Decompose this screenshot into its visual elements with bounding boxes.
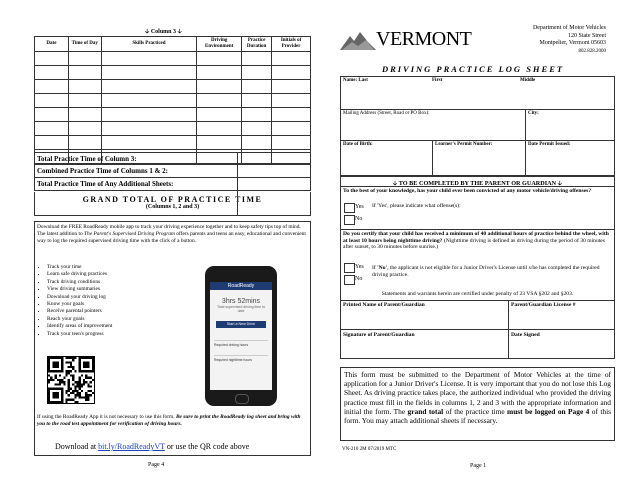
log-cell[interactable] [35,122,69,136]
log-cell[interactable] [242,52,272,66]
arrow-down-icon: 🡣 [557,180,563,187]
certify-no-note: If 'No', the applicant is not eligible for a Junior Driver's License until s/he has completed the required driving practice. [372,265,600,278]
divider [525,140,526,176]
col-header-skills: Skills Practiced [101,37,197,52]
form-title: DRIVING PRACTICE LOG SHEET [381,64,565,74]
certify-no-label: No [355,276,363,282]
totals-divider [237,152,238,192]
log-cell[interactable] [272,122,311,136]
grand-divider [237,192,238,216]
download-line: Download at bit.ly/RoadReadyVT or use the QR code above [55,442,250,451]
log-cell[interactable] [68,94,101,108]
log-cell[interactable] [35,136,69,150]
dept-name: Department of Motor Vehicles [532,25,606,31]
feature-item: • View driving summaries [47,286,197,293]
log-cell[interactable] [197,122,242,136]
log-cell[interactable] [101,94,197,108]
log-cell[interactable] [197,66,242,80]
grand-total-title: GRAND TOTAL OF PRACTICE TIME [82,195,263,204]
offense-yes-label: Yes [355,204,364,210]
arrow-down-icon: 🡣 [392,180,398,187]
home-button [235,394,249,404]
log-cell[interactable] [272,136,311,150]
printed-name-field[interactable] [345,310,505,328]
col-header-time-of-day: Time of Day [68,37,101,52]
log-cell[interactable] [35,108,69,122]
total-col3: Total Practice Time of Column 3: [34,152,311,165]
log-cell[interactable] [68,52,101,66]
col-header-environment: Driving Environment [197,37,242,52]
table-row [35,80,311,94]
guardian-banner: 🡣 TO BE COMPLETED BY THE PARENT OR GUARDIAN 🡣 [392,180,563,187]
col-header-initials: Initials of Provider [272,37,311,52]
log-cell[interactable] [242,108,272,122]
offense-yes-note: If 'Yes', please indicate what offense(s): [372,203,461,209]
mailing-label: Mailing Address (Street, Road or PO Box): [343,111,430,116]
certify-no-checkbox[interactable] [344,275,355,285]
feature-item: • Track your time [47,264,197,271]
log-cell[interactable] [242,66,272,80]
log-cell[interactable] [101,66,197,80]
license-number-field[interactable] [511,310,611,328]
feature-item: • Download your driving log [47,294,197,301]
grand-total-box [34,192,311,216]
phone-mockup [205,266,277,406]
name-last-label: Name: Last [343,78,368,83]
start-drive-button[interactable]: Start a New Drive [216,321,266,328]
promo-intro: Download the FREE RoadReady mobile app to track your driving experience together and to keep safety tips top of mind. The latest addition to The Parent's Supervised Driving Program offers parents and teens an easy, educational and convenient way to log the required supervised driving time with the click of a button. [37,224,306,244]
arrow-down-icon: 🡣 [177,29,182,35]
dob-field[interactable] [345,150,429,172]
grand-total-subtitle: (Columns 1, 2 and 3) [145,204,200,210]
log-cell[interactable] [35,66,69,80]
divider [525,109,526,140]
total-combined: Combined Practice Time of Columns 1 & 2: [34,165,311,178]
log-cell[interactable] [242,94,272,108]
city-label: City: [528,111,539,116]
log-cell[interactable] [197,80,242,94]
arrow-down-icon: 🡣 [145,29,150,35]
divider [340,186,615,187]
divider [340,229,615,230]
name-field[interactable] [345,86,607,102]
roadready-link[interactable]: bit.ly/RoadReadyVT [98,442,165,451]
name-first-label: First [432,78,443,83]
log-cell[interactable] [197,136,242,150]
form-code: VN-210 2M 07/2019 MTC [342,447,397,452]
table-row [35,136,311,150]
log-cell[interactable] [68,108,101,122]
log-cell[interactable] [35,94,69,108]
instructions-box: This form must be submitted to the Department of Motor Vehicles at the time of application for a Junior Driver's License. It is very important that you do not lose this Log Sheet. As driving practice takes place, the authorized individual who provided the driving practice must fill in the fields in columns 1, 2 and 3 with the appropriate information and initial the form. The grand total of the practice time must be logged on Page 4 of this form. You may attach additional sheets if necessary. [340,367,615,441]
table-row [35,66,311,80]
offense-question: To the best of your knowledge, has your child ever been convicted of any motor vehicle/driving offenses? [343,188,592,194]
date-signed-field[interactable] [511,340,611,356]
feature-item: • Track your teen's progress [47,331,197,338]
dmv-address [533,25,606,55]
qr-code-icon[interactable] [47,356,95,404]
log-cell[interactable] [272,80,311,94]
log-cell[interactable] [35,52,69,66]
name-middle-label: Middle [520,78,536,83]
feature-item: • Receive parental pointers [47,308,197,315]
license-number-label: Parent/Guardian License # [511,302,576,308]
roadready-promo [34,221,311,456]
app-title-bar: RoadReady [210,282,272,290]
signature-label: Signature of Parent/Guardian [343,332,415,338]
log-cell[interactable] [68,80,101,94]
permit-number-label: Learner's Permit Number: [435,142,493,147]
table-row [35,108,311,122]
mailing-address-field[interactable] [345,119,521,137]
feature-list [37,264,197,338]
offense-no-label: No [355,216,363,222]
phone-screen [210,282,272,390]
column-3-header: 🡣 Column 3 🡣 [145,29,182,35]
table-row [35,122,311,136]
dept-city: Montpelier, Vermont 05603 [539,40,606,47]
feature-item: • Know your goals [47,301,197,308]
feature-item: • Track driving conditions [47,279,197,286]
divider [340,300,615,301]
date-signed-label: Date Signed [511,332,540,338]
offense-no-checkbox[interactable] [344,215,355,225]
log-cell[interactable] [242,136,272,150]
log-cell[interactable] [197,52,242,66]
permit-number-field[interactable] [435,150,521,172]
log-cell[interactable] [242,80,272,94]
log-cell[interactable] [272,108,311,122]
log-cell[interactable] [68,66,101,80]
time-caption: Total supervised driving time to date [216,305,266,313]
total-additional: Total Practice Time of Any Additional Sheets: [34,178,311,191]
table-row [35,94,311,108]
dob-label: Date of Birth: [343,142,373,147]
table-header-row [35,37,311,52]
vermont-logo [340,28,480,52]
certify-yes-label: Yes [355,264,364,270]
table-row [35,52,311,66]
certify-question: Do you certify that your child has received a minimum of 40 additional hours of practice behind the wheel, with at least 10 hours being nighttime driving? (Nighttime driving is defined as driving during the period of 30 minutes after sunset, to 30 minutes before sunrise.) [343,231,609,251]
city-field[interactable] [528,119,612,137]
log-cell[interactable] [101,80,197,94]
dept-phone: 802.828.2000 [578,48,606,54]
log-cell[interactable] [272,52,311,66]
offense-yes-checkbox[interactable] [344,203,355,213]
time-display: 3hrs 52mins [221,298,261,305]
log-cell[interactable] [101,108,197,122]
log-cell[interactable] [272,94,311,108]
log-cell[interactable] [197,108,242,122]
signature-field[interactable] [345,340,505,356]
certify-yes-checkbox[interactable] [344,263,355,273]
log-cell[interactable] [101,136,197,150]
permit-date-field[interactable] [528,150,612,172]
log-cell[interactable] [68,136,101,150]
app-note: If using the RoadReady App it is not necessary to use this form. Be sure to print the RoadReady log sheet and bring with you to the road test appointment for verification of driving hours. [37,414,301,427]
mountain-icon [340,30,376,52]
permit-date-label: Date Permit Issued: [528,142,571,147]
feature-item: • Identify areas of improvement [47,323,197,330]
log-cell[interactable] [272,66,311,80]
log-cell[interactable] [35,80,69,94]
col-header-duration: Practice Duration [242,37,272,52]
penalty-statement: Statements and warrants herein are certified under penalty of 23 VSA §202 and §203. [381,291,574,297]
log-cell[interactable] [197,94,242,108]
night-hours-entry: Required nighttime hours [214,355,268,362]
divider [340,140,615,141]
col-header-date: Date [35,37,69,52]
divider [340,329,615,330]
vermont-wordmark: VERMONT [376,28,472,50]
feature-item: • Reach your goals [47,316,197,323]
printed-name-label: Printed Name of Parent/Guardian [343,302,425,308]
log-cell[interactable] [101,122,197,136]
dept-street: 120 State Street [568,32,606,39]
log-cell[interactable] [101,52,197,66]
page-number-left: Page 4 [148,462,165,468]
hours-entry: Required driving hours [214,340,268,347]
offense-details-field[interactable] [372,211,610,228]
feature-item: • Learn safe driving practices [47,271,197,278]
practice-log-table [34,36,311,164]
log-cell[interactable] [242,122,272,136]
log-cell[interactable] [68,122,101,136]
divider [432,140,433,176]
page-number-right: Page 1 [470,463,487,469]
divider [340,109,615,110]
